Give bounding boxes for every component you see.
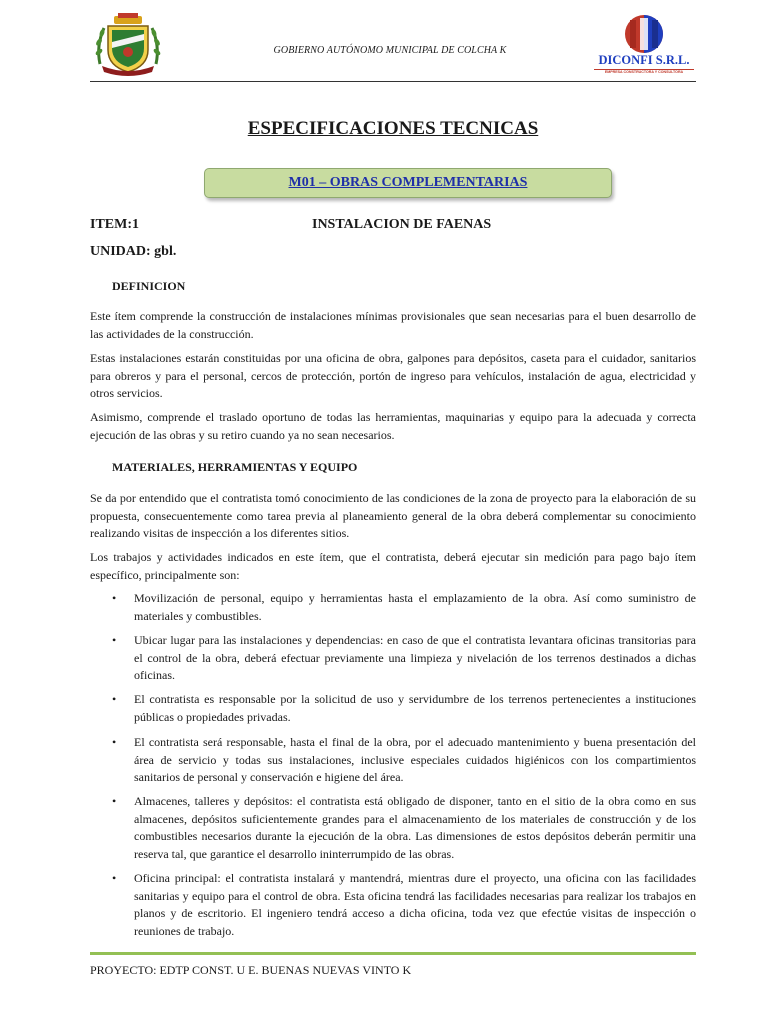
bullet-marker: •: [112, 871, 117, 885]
item-name: INSTALACION DE FAENAS: [312, 217, 492, 232]
footer-divider: [90, 952, 696, 955]
materiales-paragraph: Los trabajos y actividades indicados en este ítem, que el contratista, deberá ejecutar sin medición para pago bajo ítem específico, principalmente son:: [90, 550, 696, 582]
definicion-paragraph: Estas instalaciones estarán constituidas por una oficina de obra, galpones para depósitos, caseta para el cuidador, sanitarios para obreros y para el personal, cercos de protección, portón de ingreso para vehículos, instalación de agua, electricidad y otros servicios.: [90, 351, 696, 400]
list-item: El contratista será responsable, hasta el final de la obra, por el adecuado mantenimiento y buena presentación del área de servicio y todas sus instalaciones, inclusive especiales cuidados higiénicos con los compartimientos sanitarios de personal y conservación e higiene del área.: [134, 735, 696, 784]
bullet-marker: •: [112, 692, 117, 706]
list-item: Ubicar lugar para las instalaciones y dependencias: en caso de que el contratista levantara oficinas transitorias para el control de la obra, deberá efectuar previamente una limpieza y nivelación de los terrenos destinados a dichas oficinas.: [134, 633, 696, 682]
diconfi-company-logo: [594, 12, 694, 76]
bullet-marker: •: [112, 633, 117, 647]
materiales-paragraph: Se da por entendido que el contratista tomó conocimiento de las condiciones de la zona de proyecto para la elaboración de su propuesta, consecuentemente como tarea previa al planeamiento general de la obra deberá complementar su conocimiento realizando visitas de inspección a los diferentes sitios.: [90, 491, 696, 540]
list-item: Oficina principal: el contratista instalará y mantendrá, mientras dure el proyecto, una oficina con las facilidades sanitarias y equipo para el control de obra. Esta oficina tendrá las facilidades necesarias para realizar los trabajos en planos y de escritorio. El ingeniero tendrá acceso a dicha oficina, toda vez que efectúe visitas de inspección o reuniones de trabajo.: [134, 871, 696, 938]
list-item: El contratista es responsable por la solicitud de uso y servidumbre de los terrenos pertenecientes a instituciones públicas o propiedades privadas.: [134, 692, 696, 724]
document-title: ESPECIFICACIONES TECNICAS: [247, 118, 539, 139]
diconfi-logo-name: DICONFI S.R.L.: [598, 53, 690, 67]
list-item: Almacenes, talleres y depósitos: el contratista está obligado de disponer, tanto en el sitio de la obra como en sus almacenes, depósitos suficientemente grandes para el almacenamiento de los materiales de construcción y de los combustibles necesarios durante la ejecución de la obra. Las dimensiones de estos depósitos deberán permitir una reserva tal, que garantice el desarrollo ininterrumpido de las obras.: [134, 794, 696, 861]
unit-label: UNIDAD: gbl.: [90, 244, 177, 259]
bullet-marker: •: [112, 591, 117, 605]
header-divider: [90, 81, 696, 82]
definicion-paragraph: Asimismo, comprende el traslado oportuno de todas las herramientas, maquinarias y equipo para la adecuada y correcta ejecución de las obras y su retiro cuando ya no sean necesarios.: [90, 410, 696, 442]
module-title: M01 – OBRAS COMPLEMENTARIAS: [288, 175, 528, 190]
municipal-coat-of-arms-logo: [92, 12, 164, 76]
item-number: ITEM:1: [90, 217, 139, 232]
list-item: Movilización de personal, equipo y herramientas hasta el emplazamiento de la obra. Así como suministro de materiales y combustibles.: [134, 591, 696, 623]
definicion-paragraph: Este ítem comprende la construcción de instalaciones mínimas provisionales que sean necesarias para el buen desarrollo de las actividades de la construcción.: [90, 309, 696, 341]
section-heading-definicion: DEFINICION: [112, 279, 186, 293]
header-institution-text: GOBIERNO AUTÓNOMO MUNICIPAL DE COLCHA K: [273, 45, 507, 56]
section-heading-materiales: MATERIALES, HERRAMIENTAS Y EQUIPO: [112, 460, 358, 474]
bullet-marker: •: [112, 735, 117, 749]
footer-project-text: PROYECTO: EDTP CONST. U E. BUENAS NUEVAS VINTO K: [90, 963, 412, 977]
diconfi-logo-tagline: EMPRESA CONSTRUCTORA Y CONSULTORA: [594, 69, 694, 74]
bullet-marker: •: [112, 794, 117, 808]
module-banner: [204, 168, 612, 198]
